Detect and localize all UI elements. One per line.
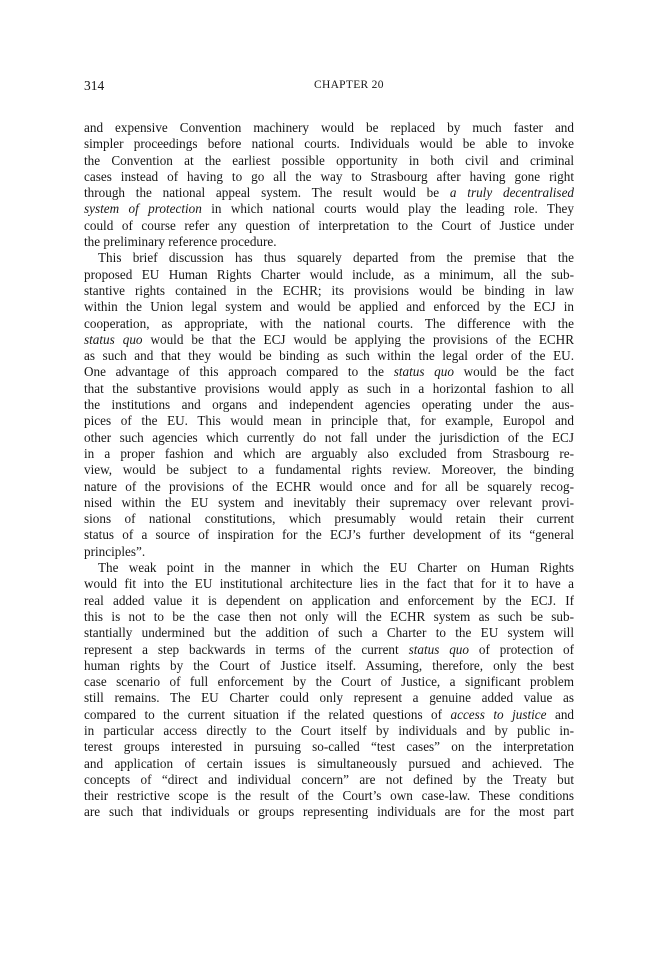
text-line: their restrictive scope is the result of the Court’s own case-law. These conditions [84,788,574,804]
text-line: principles”. [84,543,146,559]
text-segment: represent a step backwards in terms of the current [84,641,399,657]
text-line: that the substantive provisions would apply as such in a horizontal fashion to all [84,380,574,396]
text-line: This brief discussion has thus squarely departed from the premise that the [98,250,574,266]
text-line: as such and that they would be binding as such within the legal order of the EU. [84,348,574,364]
italic-phrase: status quo [408,641,469,657]
text-line: in a proper fashion and which are arguably also excluded from Strasbourg re- [84,445,574,461]
text-segment: of protection of [469,641,575,657]
text-line: nised within the EU system and inevitably their supremacy over relevant provi- [84,494,574,510]
text-line: still remains. The EU Charter could only represent a genuine added value as [84,690,574,706]
text-segment: in which national courts would play the leading role. They [201,201,574,217]
text-line: cooperation, as appropriate, with the national courts. The difference with the [84,315,574,331]
text-line: real added value it is dependent on application and enforcement by the ECJ. If [84,592,574,608]
text-line: the preliminary reference procedure. [84,234,277,250]
text-line: view, would be subject to a fundamental rights review. Moreover, the binding [84,462,574,478]
page-header [84,78,574,96]
italic-phrase: status quo [84,331,143,347]
text-line: proposed EU Human Rights Charter would include, as a minimum, all the sub- [84,266,574,282]
text-segment: would be the fact [453,364,575,380]
text-line: cases instead of having to go all the way to Strasbourg after having gone right [84,168,574,184]
text-line: stantially undermined but the addition of such a Charter to the EU system will [84,625,574,641]
text-line: terest groups interested in pursuing so-called “test cases” on the interpretation [84,739,574,755]
text-line: nature of the provisions of the ECHR would once and for all be squarely recog- [84,478,574,494]
text-line: are such that individuals or groups representing individuals are for the most part [84,804,574,820]
italic-phrase: a truly decentralised [449,185,575,201]
page-number: 314 [84,78,105,93]
text-line [84,185,574,201]
text-line: concepts of “direct and individual concern” are not defined by the Treaty but [84,771,574,787]
text-line: other such agencies which currently do not fall under the jurisdiction of the ECJ [84,429,574,445]
text-segment: would be that the ECJ would be applying the provisions of the ECHR [142,331,574,347]
text-line: stantive rights contained in the ECHR; its provisions would be binding in law [84,282,574,298]
italic-phrase: system of protection [84,201,202,217]
text-line: case scenario of full enforcement by the Court of Justice, a significant problem [84,674,574,690]
text-line: The weak point in the manner in which the EU Charter on Human Rights [98,560,574,576]
text-segment: One advantage of this approach compared to the [84,364,384,380]
text-line [84,642,574,658]
text-line: could of course refer any question of interpretation to the Court of Justice under [84,217,574,233]
italic-phrase: status quo [393,364,454,380]
text-line: the Convention at the earliest possible opportunity in both civil and criminal [84,152,574,168]
text-line: pices of the EU. This would mean in principle that, for example, Europol and [84,413,574,429]
text-line: this is not to be the case then not only will the ECHR system as such be sub- [84,608,574,624]
text-line [84,707,574,723]
text-line: and application of certain issues is simultaneously pursued and achieved. The [84,755,574,771]
text-line: simpler proceedings before national courts. Individuals would be able to invoke [84,136,574,152]
text-line [84,332,574,348]
body-text [84,120,574,821]
text-line: in particular access directly to the Court itself by individuals and by public in- [84,722,574,738]
text-line: and expensive Convention machinery would be replaced by much faster and [84,120,574,135]
text-line: within the Union legal system and would be applied and enforced by the ECJ in [84,299,574,315]
text-line: sions of national constitutions, which presumably would retain their current [84,511,574,527]
text-line: the institutions and organs and independent agencies operating under the aus- [84,397,574,413]
text-line: status of a source of inspiration for the ECJ’s further development of its “general [84,527,574,543]
text-segment: and [546,706,575,722]
italic-phrase: access to justice [450,706,547,722]
text-line: would fit into the EU institutional architecture lies in the fact that for it to have a [84,576,574,592]
text-line [84,201,574,217]
text-line: human rights by the Court of Justice itself. Assuming, therefore, only the best [84,657,574,673]
text-segment: compared to the current situation if the related questions of [84,706,443,722]
text-line [84,364,574,380]
text-segment: through the national appeal system. The result would be [84,185,440,201]
running-head: CHAPTER 20 [314,79,384,91]
